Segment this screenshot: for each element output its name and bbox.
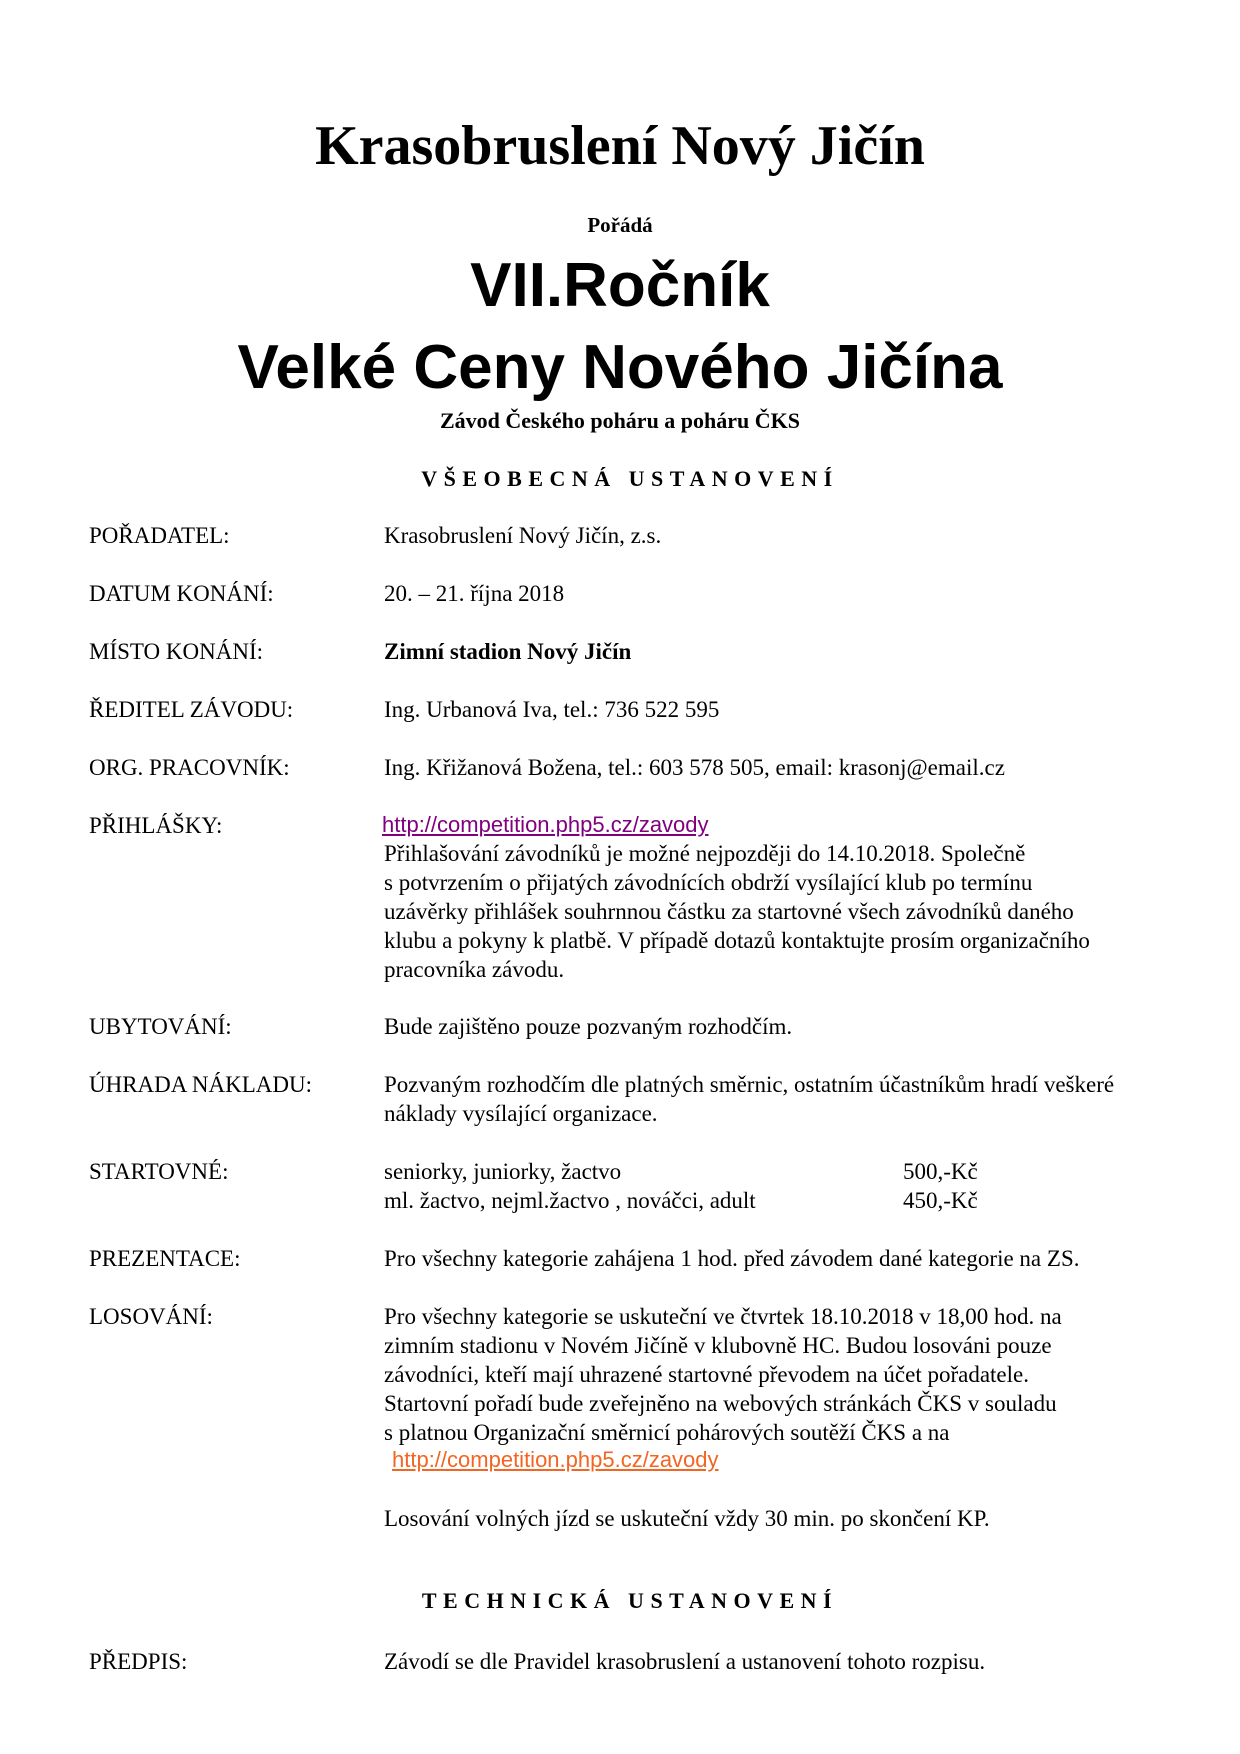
rules-value: Závodí se dle Pravidel krasobruslení a ustanovení tohoto rozpisu. xyxy=(384,1649,986,1674)
entries-text-line: s potvrzením o přijatých závodnících obdrží vysílající klub po termínu xyxy=(384,870,1033,895)
fees-label: STARTOVNÉ: xyxy=(89,1159,229,1184)
edition-title: VII.Ročník xyxy=(470,251,770,320)
staff-label: ORG. PRACOVNÍK: xyxy=(89,755,290,780)
section-heading-technical: TECHNICKÁ USTANOVENÍ xyxy=(421,1588,839,1613)
costs-label: ÚHRADA NÁKLADU: xyxy=(89,1072,312,1097)
accommodation-label: UBYTOVÁNÍ: xyxy=(89,1014,232,1039)
draw-text-line: Pro všechny kategorie se uskuteční ve čtvrtek 18.10.2018 v 18,00 hod. na xyxy=(384,1304,1062,1329)
date-value: 20. – 21. října 2018 xyxy=(384,581,565,606)
draw-text-line: závodníci, kteří mají uhrazené startovné převodem na účet pořadatele. xyxy=(384,1362,1029,1387)
entries-text-line: Přihlašování závodníků je možné nejpozději do 14.10.2018. Společně xyxy=(384,841,1026,866)
entries-text-line: pracovníka závodu. xyxy=(384,957,565,982)
section-heading-general: VŠEOBECNÁ USTANOVENÍ xyxy=(421,466,839,491)
draw-text-line: zimním stadionu v Novém Jičíně v klubovně HC. Budou losováni pouze xyxy=(384,1333,1052,1358)
entries-link[interactable]: http://competition.php5.cz/zavody xyxy=(382,812,709,837)
event-title: Velké Ceny Nového Jičína xyxy=(237,333,1003,402)
organizer-value: Krasobruslení Nový Jičín, z.s. xyxy=(384,523,662,548)
costs-text-line: Pozvaným rozhodčím dle platných směrnic, ostatním účastníkům hradí veškeré xyxy=(384,1072,1115,1097)
draw-note: Losování volných jízd se uskuteční vždy 30 min. po skončení KP. xyxy=(384,1506,990,1531)
director-value: Ing. Urbanová Iva, tel.: 736 522 595 xyxy=(384,697,720,722)
costs-text-line: náklady vysílající organizace. xyxy=(384,1101,658,1126)
fee-category: ml. žactvo, nejml.žactvo , nováčci, adult xyxy=(384,1188,756,1213)
draw-text-line: Startovní pořadí bude zveřejněno na webových stránkách ČKS v souladu xyxy=(384,1391,1057,1416)
draw-text-line: s platnou Organizační směrnicí pohárových soutěží ČKS a na xyxy=(384,1420,950,1445)
entries-text-line: klubu a pokyny k platbě. V případě dotazů kontaktujte prosím organizačního xyxy=(384,928,1090,953)
fee-price: 450,-Kč xyxy=(903,1188,978,1213)
date-label: DATUM KONÁNÍ: xyxy=(89,581,274,606)
venue-label: MÍSTO KONÁNÍ: xyxy=(89,639,263,664)
entries-text-line: uzávěrky přihlášek souhrnnou částku za startovné všech závodníků daného xyxy=(384,899,1074,924)
draw-label: LOSOVÁNÍ: xyxy=(89,1304,213,1329)
accommodation-value: Bude zajištěno pouze pozvaným rozhodčím. xyxy=(384,1014,793,1039)
fee-category: seniorky, juniorky, žactvo xyxy=(384,1159,622,1184)
registration-label: PREZENTACE: xyxy=(89,1246,241,1271)
venue-value: Zimní stadion Nový Jičín xyxy=(384,639,632,664)
entries-label: PŘIHLÁŠKY: xyxy=(89,813,223,838)
fee-price: 500,-Kč xyxy=(903,1159,978,1184)
event-subtitle: Závod Českého poháru a poháru ČKS xyxy=(439,408,801,433)
registration-value: Pro všechny kategorie zahájena 1 hod. před závodem dané kategorie na ZS. xyxy=(384,1246,1080,1271)
draw-link[interactable]: http://competition.php5.cz/zavody xyxy=(392,1447,719,1472)
organizer-label: POŘADATEL: xyxy=(89,523,230,548)
rules-label: PŘEDPIS: xyxy=(89,1649,188,1674)
staff-value: Ing. Křižanová Božena, tel.: 603 578 505, email: krasonj@email.cz xyxy=(384,755,1005,780)
presents-text: Pořádá xyxy=(587,213,653,237)
organization-title: Krasobruslení Nový Jičín xyxy=(315,115,925,177)
director-label: ŘEDITEL ZÁVODU: xyxy=(89,697,294,722)
